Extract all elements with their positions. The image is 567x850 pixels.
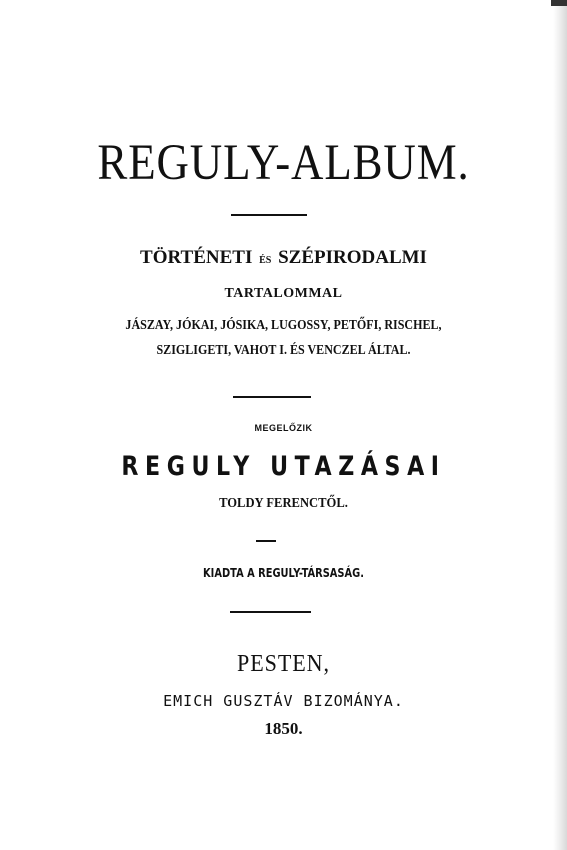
divider-rule-1 [231,214,307,216]
divider-rule-3 [230,611,311,613]
book-title: REGULY-ALBUM. [97,135,470,191]
imprint-city: PESTEN, [237,651,330,677]
page-corner-mark [551,0,567,6]
subtitle-conjunction: ÉS [259,255,272,266]
subtitle-part-2: SZÉPIRODALMI [278,247,427,268]
authors-line-2: SZIGLIGETI, VAHOT I. ÉS VENCZEL ÁLTAL. [156,343,411,358]
authors-line-1: JÁSZAY, JÓKAI, JÓSIKA, LUGOSSY, PETŐFI, RISCHEL, [125,318,442,333]
travels-author: TOLDY FERENCTŐL. [219,496,348,511]
divider-rule-2 [233,396,311,398]
imprint-publisher: EMICH GUSZTÁV BIZOMÁNYA. [163,692,404,710]
imprint-year: 1850. [264,719,303,738]
subtitle-part-1: TÖRTÉNETI [140,247,253,268]
publisher-note: KIADTA A REGULY-TÁRSASÁG. [203,566,364,580]
divider-rule-short [256,540,276,542]
subtitle-line-2: TARTALOMMAL [224,286,343,301]
subtitle-line-1 [0,248,567,267]
preceding-label: MEGELŐZIK [254,423,313,433]
travels-heading: REGULY UTAZÁSAI [121,451,446,482]
